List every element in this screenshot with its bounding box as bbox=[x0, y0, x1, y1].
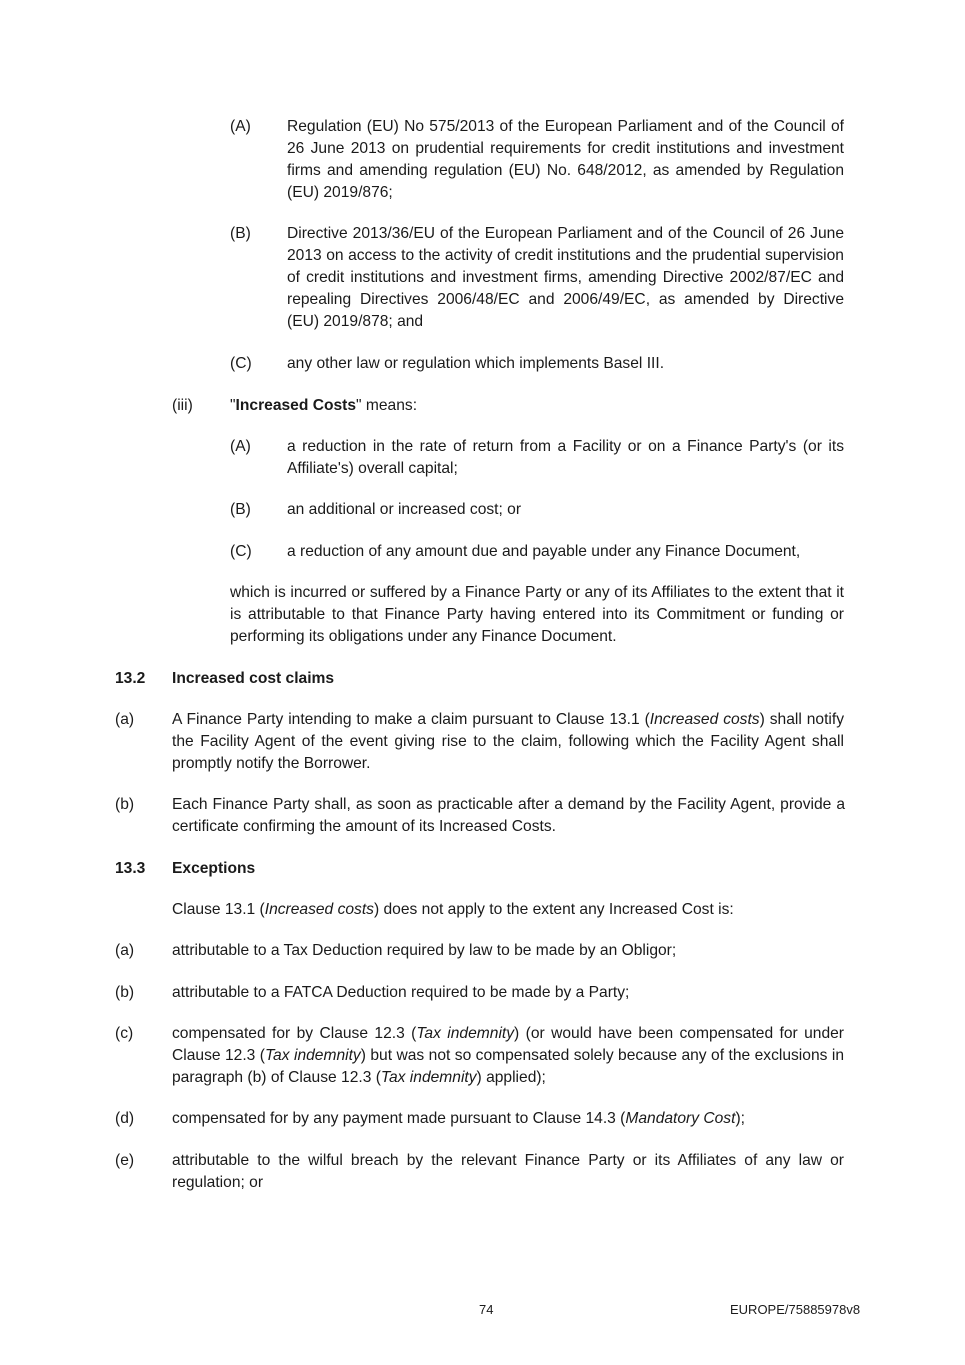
item-text: any other law or regulation which implements Basel III. bbox=[287, 355, 665, 372]
section-title: Increased cost claims bbox=[172, 670, 335, 687]
item-label: (a) bbox=[115, 942, 135, 959]
item-text: Each Finance Party shall, as soon as practicable after a demand by the Facility Agent, provide a certificate confirming the amount of its Increased Costs. bbox=[172, 796, 845, 835]
section-number: 13.2 bbox=[115, 670, 146, 687]
item-label: (b) bbox=[115, 796, 135, 813]
item-label: (A) bbox=[230, 438, 251, 455]
item-text: a reduction of any amount due and payable under any Finance Document, bbox=[287, 543, 801, 560]
item-text: A Finance Party intending to make a claim pursuant to Clause 13.1 (Increased costs) shall notify the Facility Agent of the event giving rise to the claim, following which the Facility Agent shall promptly notify the Borrower. bbox=[172, 711, 844, 772]
section-number: 13.3 bbox=[115, 860, 146, 877]
item-label: (iii) bbox=[172, 397, 193, 414]
item-label: (d) bbox=[115, 1110, 135, 1127]
item-label: (C) bbox=[230, 355, 252, 372]
item-label: (B) bbox=[230, 225, 251, 242]
item-label: (a) bbox=[115, 711, 135, 728]
item-label: (A) bbox=[230, 118, 251, 135]
item-label: (c) bbox=[115, 1025, 134, 1042]
item-text: attributable to the wilful breach by the relevant Finance Party or its Affiliates of any law or regulation; or bbox=[172, 1152, 844, 1191]
item-text: compensated for by Clause 12.3 (Tax indemnity) (or would have been compensated for under Clause 12.3 (Tax indemnity) but was not so compensated solely because any of the exclusions in paragraph (b) of Clause 12.3 (Tax indemnity) applied); bbox=[172, 1025, 844, 1086]
page-number: 74 bbox=[479, 1302, 494, 1317]
item-label: (B) bbox=[230, 501, 251, 518]
item-text: a reduction in the rate of return from a Facility or on a Finance Party's (or its Affiliate's) overall capital; bbox=[287, 438, 844, 477]
definition-text: "Increased Costs" means: bbox=[230, 397, 418, 414]
item-text: Directive 2013/36/EU of the European Parliament and of the Council of 26 June 2013 on access to the activity of credit institutions and the prudential supervision of credit institutions and investment firms, amending Directive 2002/87/EC and repealing Directives 2006/48/EC and 2006/49/EC, as amended by Directive (EU) 2019/878; and bbox=[287, 225, 844, 330]
item-text: compensated for by any payment made pursuant to Clause 14.3 (Mandatory Cost); bbox=[172, 1110, 745, 1127]
item-text: Regulation (EU) No 575/2013 of the European Parliament and of the Council of 26 June 2013 on prudential requirements for credit institutions and investment firms and amending regulation (EU) No. 648/2012, as amended by Regulation (EU) 2019/876; bbox=[287, 118, 844, 201]
paragraph: Clause 13.1 (Increased costs) does not apply to the extent any Increased Cost is: bbox=[172, 901, 734, 918]
document-reference: EUROPE/75885978v8 bbox=[730, 1302, 861, 1317]
item-label: (C) bbox=[230, 543, 252, 560]
item-label: (b) bbox=[115, 984, 135, 1001]
defined-term: Increased Costs bbox=[235, 397, 357, 414]
item-text: attributable to a FATCA Deduction required to be made by a Party; bbox=[172, 984, 630, 1001]
paragraph: which is incurred or suffered by a Finance Party or any of its Affiliates to the extent that it is attributable to that Finance Party having entered into its Commitment or funding or performing its obligations under any Finance Document. bbox=[230, 584, 844, 645]
item-text: an additional or increased cost; or bbox=[287, 501, 522, 518]
item-text: attributable to a Tax Deduction required by law to be made by an Obligor; bbox=[172, 942, 677, 959]
section-title: Exceptions bbox=[172, 860, 256, 877]
item-label: (e) bbox=[115, 1152, 135, 1169]
